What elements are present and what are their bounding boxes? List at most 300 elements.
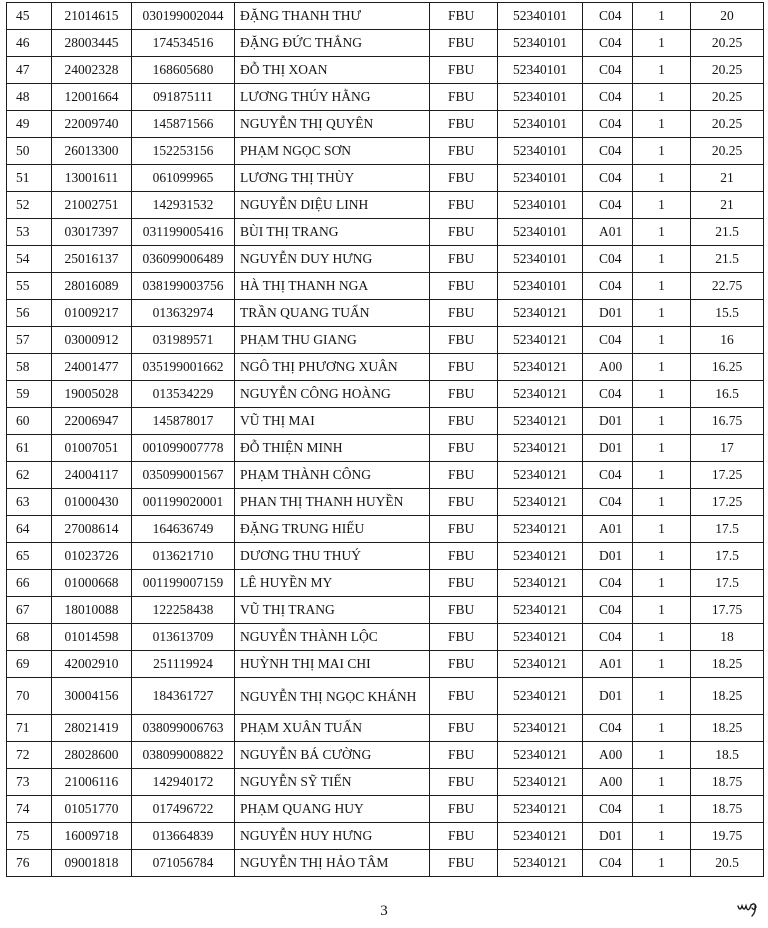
row-number-cell: 56 — [7, 300, 52, 327]
id-number-cell: 001099007778 — [132, 435, 235, 462]
preference-order-cell: 1 — [633, 570, 691, 597]
row-number-cell: 72 — [7, 742, 52, 769]
row-number-cell: 55 — [7, 273, 52, 300]
subject-group-cell: C04 — [583, 327, 633, 354]
major-code-cell: 52340101 — [498, 84, 583, 111]
subject-group-cell: C04 — [583, 84, 633, 111]
preference-order-cell: 1 — [633, 273, 691, 300]
id-number-cell: 038099008822 — [132, 742, 235, 769]
id-number-cell: 145878017 — [132, 408, 235, 435]
candidate-number-cell: 42002910 — [52, 651, 132, 678]
score-cell: 21 — [691, 165, 764, 192]
preference-order-cell: 1 — [633, 327, 691, 354]
score-cell: 21.5 — [691, 246, 764, 273]
id-number-cell: 017496722 — [132, 796, 235, 823]
major-code-cell: 52340101 — [498, 246, 583, 273]
full-name-cell: VŨ THỊ TRANG — [235, 597, 430, 624]
id-number-cell: 013534229 — [132, 381, 235, 408]
candidate-number-cell: 24004117 — [52, 462, 132, 489]
row-number-cell: 49 — [7, 111, 52, 138]
major-code-cell: 52340121 — [498, 597, 583, 624]
table-row — [7, 462, 764, 489]
subject-group-cell: D01 — [583, 408, 633, 435]
score-cell: 20.25 — [691, 30, 764, 57]
preference-order-cell: 1 — [633, 651, 691, 678]
row-number-cell: 45 — [7, 3, 52, 30]
subject-group-cell: D01 — [583, 678, 633, 715]
table-row — [7, 30, 764, 57]
score-cell: 20.25 — [691, 111, 764, 138]
preference-order-cell: 1 — [633, 300, 691, 327]
full-name-cell: NGÔ THỊ PHƯƠNG XUÂN — [235, 354, 430, 381]
major-code-cell: 52340121 — [498, 327, 583, 354]
id-number-cell: 031199005416 — [132, 219, 235, 246]
major-code-cell: 52340121 — [498, 300, 583, 327]
row-number-cell: 48 — [7, 84, 52, 111]
candidate-number-cell: 12001664 — [52, 84, 132, 111]
candidate-number-cell: 09001818 — [52, 850, 132, 877]
full-name-cell: NGUYỄN THÀNH LỘC — [235, 624, 430, 651]
subject-group-cell: C04 — [583, 489, 633, 516]
school-code-cell: FBU — [430, 678, 498, 715]
full-name-cell: TRẦN QUANG TUẤN — [235, 300, 430, 327]
major-code-cell: 52340101 — [498, 57, 583, 84]
table-row — [7, 516, 764, 543]
school-code-cell: FBU — [430, 489, 498, 516]
candidate-number-cell: 19005028 — [52, 381, 132, 408]
score-cell: 21.5 — [691, 219, 764, 246]
full-name-cell: ĐỖ THIỆN MINH — [235, 435, 430, 462]
id-number-cell: 071056784 — [132, 850, 235, 877]
subject-group-cell: C04 — [583, 192, 633, 219]
preference-order-cell: 1 — [633, 381, 691, 408]
preference-order-cell: 1 — [633, 742, 691, 769]
id-number-cell: 251119924 — [132, 651, 235, 678]
table-row — [7, 111, 764, 138]
major-code-cell: 52340121 — [498, 354, 583, 381]
subject-group-cell: C04 — [583, 30, 633, 57]
table-row — [7, 570, 764, 597]
major-code-cell: 52340121 — [498, 715, 583, 742]
full-name-cell: HÀ THỊ THANH NGA — [235, 273, 430, 300]
row-number-cell: 68 — [7, 624, 52, 651]
score-cell: 17.25 — [691, 462, 764, 489]
table-row — [7, 796, 764, 823]
results-table — [6, 2, 764, 877]
school-code-cell: FBU — [430, 246, 498, 273]
school-code-cell: FBU — [430, 327, 498, 354]
full-name-cell: PHẠM THU GIANG — [235, 327, 430, 354]
preference-order-cell: 1 — [633, 219, 691, 246]
major-code-cell: 52340121 — [498, 651, 583, 678]
major-code-cell: 52340121 — [498, 823, 583, 850]
full-name-cell: DƯƠNG THU THUÝ — [235, 543, 430, 570]
score-cell: 18.5 — [691, 742, 764, 769]
page-number: 3 — [380, 903, 388, 919]
table-row — [7, 165, 764, 192]
score-cell: 16.5 — [691, 381, 764, 408]
id-number-cell: 091875111 — [132, 84, 235, 111]
school-code-cell: FBU — [430, 624, 498, 651]
table-row — [7, 651, 764, 678]
major-code-cell: 52340121 — [498, 796, 583, 823]
id-number-cell: 001199020001 — [132, 489, 235, 516]
subject-group-cell: C04 — [583, 462, 633, 489]
candidate-number-cell: 13001611 — [52, 165, 132, 192]
major-code-cell: 52340121 — [498, 742, 583, 769]
major-code-cell: 52340121 — [498, 489, 583, 516]
major-code-cell: 52340121 — [498, 769, 583, 796]
id-number-cell: 036099006489 — [132, 246, 235, 273]
school-code-cell: FBU — [430, 462, 498, 489]
preference-order-cell: 1 — [633, 823, 691, 850]
table-row — [7, 381, 764, 408]
subject-group-cell: C04 — [583, 624, 633, 651]
candidate-number-cell: 22009740 — [52, 111, 132, 138]
subject-group-cell: C04 — [583, 597, 633, 624]
preference-order-cell: 1 — [633, 516, 691, 543]
preference-order-cell: 1 — [633, 624, 691, 651]
full-name-cell: ĐẶNG TRUNG HIẾU — [235, 516, 430, 543]
preference-order-cell: 1 — [633, 246, 691, 273]
table-row — [7, 57, 764, 84]
full-name-cell: NGUYỄN BÁ CƯỜNG — [235, 742, 430, 769]
handwritten-initials-icon — [736, 898, 762, 918]
school-code-cell: FBU — [430, 111, 498, 138]
table-row — [7, 823, 764, 850]
school-code-cell: FBU — [430, 715, 498, 742]
score-cell: 17.5 — [691, 516, 764, 543]
score-cell: 16 — [691, 327, 764, 354]
id-number-cell: 122258438 — [132, 597, 235, 624]
table-row — [7, 192, 764, 219]
id-number-cell: 035199001662 — [132, 354, 235, 381]
id-number-cell: 174534516 — [132, 30, 235, 57]
candidate-number-cell: 28028600 — [52, 742, 132, 769]
subject-group-cell: D01 — [583, 300, 633, 327]
candidate-number-cell: 22006947 — [52, 408, 132, 435]
candidate-number-cell: 16009718 — [52, 823, 132, 850]
score-cell: 18.25 — [691, 651, 764, 678]
school-code-cell: FBU — [430, 57, 498, 84]
table-row — [7, 246, 764, 273]
full-name-cell: PHAN THỊ THANH HUYỀN — [235, 489, 430, 516]
preference-order-cell: 1 — [633, 111, 691, 138]
full-name-cell: NGUYỄN THỊ HẢO TÂM — [235, 850, 430, 877]
table-row — [7, 408, 764, 435]
preference-order-cell: 1 — [633, 678, 691, 715]
row-number-cell: 60 — [7, 408, 52, 435]
school-code-cell: FBU — [430, 597, 498, 624]
subject-group-cell: C04 — [583, 3, 633, 30]
row-number-cell: 63 — [7, 489, 52, 516]
full-name-cell: NGUYỄN HUY HƯNG — [235, 823, 430, 850]
candidate-number-cell: 28021419 — [52, 715, 132, 742]
subject-group-cell: C04 — [583, 796, 633, 823]
major-code-cell: 52340121 — [498, 850, 583, 877]
id-number-cell: 145871566 — [132, 111, 235, 138]
preference-order-cell: 1 — [633, 489, 691, 516]
score-cell: 22.75 — [691, 273, 764, 300]
score-cell: 16.75 — [691, 408, 764, 435]
row-number-cell: 71 — [7, 715, 52, 742]
full-name-cell: NGUYỄN SỸ TIẾN — [235, 769, 430, 796]
table-row — [7, 543, 764, 570]
candidate-number-cell: 26013300 — [52, 138, 132, 165]
score-cell: 17.75 — [691, 597, 764, 624]
school-code-cell: FBU — [430, 435, 498, 462]
score-cell: 17.5 — [691, 570, 764, 597]
row-number-cell: 53 — [7, 219, 52, 246]
major-code-cell: 52340101 — [498, 138, 583, 165]
row-number-cell: 58 — [7, 354, 52, 381]
school-code-cell: FBU — [430, 219, 498, 246]
major-code-cell: 52340101 — [498, 192, 583, 219]
major-code-cell: 52340101 — [498, 219, 583, 246]
id-number-cell: 164636749 — [132, 516, 235, 543]
school-code-cell: FBU — [430, 354, 498, 381]
subject-group-cell: A01 — [583, 651, 633, 678]
preference-order-cell: 1 — [633, 165, 691, 192]
row-number-cell: 50 — [7, 138, 52, 165]
preference-order-cell: 1 — [633, 408, 691, 435]
score-cell: 21 — [691, 192, 764, 219]
subject-group-cell: C04 — [583, 165, 633, 192]
table-row — [7, 273, 764, 300]
candidate-number-cell: 01023726 — [52, 543, 132, 570]
subject-group-cell: A00 — [583, 354, 633, 381]
subject-group-cell: C04 — [583, 246, 633, 273]
full-name-cell: PHẠM NGỌC SƠN — [235, 138, 430, 165]
major-code-cell: 52340121 — [498, 678, 583, 715]
full-name-cell: NGUYỄN DIỆU LINH — [235, 192, 430, 219]
school-code-cell: FBU — [430, 138, 498, 165]
full-name-cell: NGUYỄN DUY HƯNG — [235, 246, 430, 273]
candidate-number-cell: 01014598 — [52, 624, 132, 651]
score-cell: 18.25 — [691, 715, 764, 742]
row-number-cell: 67 — [7, 597, 52, 624]
table-row — [7, 742, 764, 769]
id-number-cell: 168605680 — [132, 57, 235, 84]
score-cell: 17 — [691, 435, 764, 462]
preference-order-cell: 1 — [633, 30, 691, 57]
full-name-cell: PHẠM THÀNH CÔNG — [235, 462, 430, 489]
full-name-cell: VŨ THỊ MAI — [235, 408, 430, 435]
subject-group-cell: C04 — [583, 111, 633, 138]
major-code-cell: 52340101 — [498, 273, 583, 300]
subject-group-cell: C04 — [583, 570, 633, 597]
row-number-cell: 52 — [7, 192, 52, 219]
school-code-cell: FBU — [430, 823, 498, 850]
row-number-cell: 75 — [7, 823, 52, 850]
full-name-cell: NGUYỄN THỊ NGỌC KHÁNH — [235, 678, 430, 715]
candidate-number-cell: 01000430 — [52, 489, 132, 516]
subject-group-cell: C04 — [583, 57, 633, 84]
candidate-number-cell: 01000668 — [52, 570, 132, 597]
preference-order-cell: 1 — [633, 3, 691, 30]
school-code-cell: FBU — [430, 850, 498, 877]
candidate-number-cell: 30004156 — [52, 678, 132, 715]
subject-group-cell: D01 — [583, 823, 633, 850]
table-row — [7, 300, 764, 327]
major-code-cell: 52340121 — [498, 570, 583, 597]
score-cell: 19.75 — [691, 823, 764, 850]
candidate-number-cell: 01007051 — [52, 435, 132, 462]
candidate-number-cell: 24002328 — [52, 57, 132, 84]
subject-group-cell: A00 — [583, 769, 633, 796]
major-code-cell: 52340121 — [498, 543, 583, 570]
candidate-number-cell: 03000912 — [52, 327, 132, 354]
full-name-cell: ĐẶNG THANH THƯ — [235, 3, 430, 30]
preference-order-cell: 1 — [633, 543, 691, 570]
school-code-cell: FBU — [430, 3, 498, 30]
candidate-number-cell: 03017397 — [52, 219, 132, 246]
candidate-number-cell: 21006116 — [52, 769, 132, 796]
major-code-cell: 52340121 — [498, 462, 583, 489]
full-name-cell: LƯƠNG THÚY HẰNG — [235, 84, 430, 111]
table-row — [7, 138, 764, 165]
full-name-cell: ĐẶNG ĐỨC THẮNG — [235, 30, 430, 57]
id-number-cell: 013613709 — [132, 624, 235, 651]
score-cell: 20.5 — [691, 850, 764, 877]
table-row — [7, 3, 764, 30]
row-number-cell: 62 — [7, 462, 52, 489]
preference-order-cell: 1 — [633, 354, 691, 381]
subject-group-cell: A01 — [583, 516, 633, 543]
row-number-cell: 46 — [7, 30, 52, 57]
subject-group-cell: C04 — [583, 381, 633, 408]
id-number-cell: 031989571 — [132, 327, 235, 354]
major-code-cell: 52340121 — [498, 381, 583, 408]
subject-group-cell: A01 — [583, 219, 633, 246]
school-code-cell: FBU — [430, 742, 498, 769]
table-row — [7, 327, 764, 354]
id-number-cell: 142940172 — [132, 769, 235, 796]
candidate-number-cell: 25016137 — [52, 246, 132, 273]
score-cell: 17.25 — [691, 489, 764, 516]
row-number-cell: 76 — [7, 850, 52, 877]
major-code-cell: 52340101 — [498, 3, 583, 30]
full-name-cell: LƯƠNG THỊ THÙY — [235, 165, 430, 192]
row-number-cell: 54 — [7, 246, 52, 273]
candidate-number-cell: 01009217 — [52, 300, 132, 327]
score-cell: 20.25 — [691, 57, 764, 84]
row-number-cell: 70 — [7, 678, 52, 715]
school-code-cell: FBU — [430, 796, 498, 823]
table-row — [7, 715, 764, 742]
full-name-cell: PHẠM QUANG HUY — [235, 796, 430, 823]
major-code-cell: 52340101 — [498, 111, 583, 138]
score-cell: 20 — [691, 3, 764, 30]
score-cell: 15.5 — [691, 300, 764, 327]
preference-order-cell: 1 — [633, 192, 691, 219]
school-code-cell: FBU — [430, 543, 498, 570]
preference-order-cell: 1 — [633, 597, 691, 624]
preference-order-cell: 1 — [633, 850, 691, 877]
id-number-cell: 035099001567 — [132, 462, 235, 489]
school-code-cell: FBU — [430, 516, 498, 543]
major-code-cell: 52340101 — [498, 30, 583, 57]
candidate-number-cell: 24001477 — [52, 354, 132, 381]
school-code-cell: FBU — [430, 381, 498, 408]
id-number-cell: 061099965 — [132, 165, 235, 192]
preference-order-cell: 1 — [633, 769, 691, 796]
preference-order-cell: 1 — [633, 462, 691, 489]
full-name-cell: LÊ HUYỀN MY — [235, 570, 430, 597]
row-number-cell: 57 — [7, 327, 52, 354]
table-row — [7, 435, 764, 462]
row-number-cell: 51 — [7, 165, 52, 192]
major-code-cell: 52340121 — [498, 516, 583, 543]
candidate-number-cell: 21014615 — [52, 3, 132, 30]
row-number-cell: 69 — [7, 651, 52, 678]
id-number-cell: 030199002044 — [132, 3, 235, 30]
id-number-cell: 152253156 — [132, 138, 235, 165]
full-name-cell: PHẠM XUÂN TUẤN — [235, 715, 430, 742]
subject-group-cell: A00 — [583, 742, 633, 769]
candidate-number-cell: 21002751 — [52, 192, 132, 219]
row-number-cell: 66 — [7, 570, 52, 597]
preference-order-cell: 1 — [633, 57, 691, 84]
table-row — [7, 624, 764, 651]
subject-group-cell: D01 — [583, 543, 633, 570]
preference-order-cell: 1 — [633, 715, 691, 742]
id-number-cell: 013664839 — [132, 823, 235, 850]
preference-order-cell: 1 — [633, 435, 691, 462]
school-code-cell: FBU — [430, 84, 498, 111]
candidate-number-cell: 28003445 — [52, 30, 132, 57]
subject-group-cell: C04 — [583, 138, 633, 165]
row-number-cell: 47 — [7, 57, 52, 84]
row-number-cell: 73 — [7, 769, 52, 796]
subject-group-cell: C04 — [583, 273, 633, 300]
full-name-cell: ĐỖ THỊ XOAN — [235, 57, 430, 84]
id-number-cell: 142931532 — [132, 192, 235, 219]
score-cell: 20.25 — [691, 84, 764, 111]
score-cell: 18.75 — [691, 796, 764, 823]
score-cell: 16.25 — [691, 354, 764, 381]
school-code-cell: FBU — [430, 192, 498, 219]
school-code-cell: FBU — [430, 30, 498, 57]
id-number-cell: 038199003756 — [132, 273, 235, 300]
results-table-body — [7, 3, 764, 877]
table-row — [7, 84, 764, 111]
score-cell: 18 — [691, 624, 764, 651]
row-number-cell: 74 — [7, 796, 52, 823]
table-row — [7, 354, 764, 381]
preference-order-cell: 1 — [633, 138, 691, 165]
table-row — [7, 597, 764, 624]
full-name-cell: NGUYỄN CÔNG HOÀNG — [235, 381, 430, 408]
score-cell: 17.5 — [691, 543, 764, 570]
school-code-cell: FBU — [430, 769, 498, 796]
candidate-number-cell: 01051770 — [52, 796, 132, 823]
row-number-cell: 64 — [7, 516, 52, 543]
school-code-cell: FBU — [430, 273, 498, 300]
table-row — [7, 489, 764, 516]
candidate-number-cell: 28016089 — [52, 273, 132, 300]
table-row — [7, 850, 764, 877]
table-row — [7, 219, 764, 246]
id-number-cell: 038099006763 — [132, 715, 235, 742]
candidate-number-cell: 18010088 — [52, 597, 132, 624]
score-cell: 20.25 — [691, 138, 764, 165]
major-code-cell: 52340121 — [498, 408, 583, 435]
score-cell: 18.25 — [691, 678, 764, 715]
school-code-cell: FBU — [430, 165, 498, 192]
table-row — [7, 678, 764, 715]
school-code-cell: FBU — [430, 651, 498, 678]
